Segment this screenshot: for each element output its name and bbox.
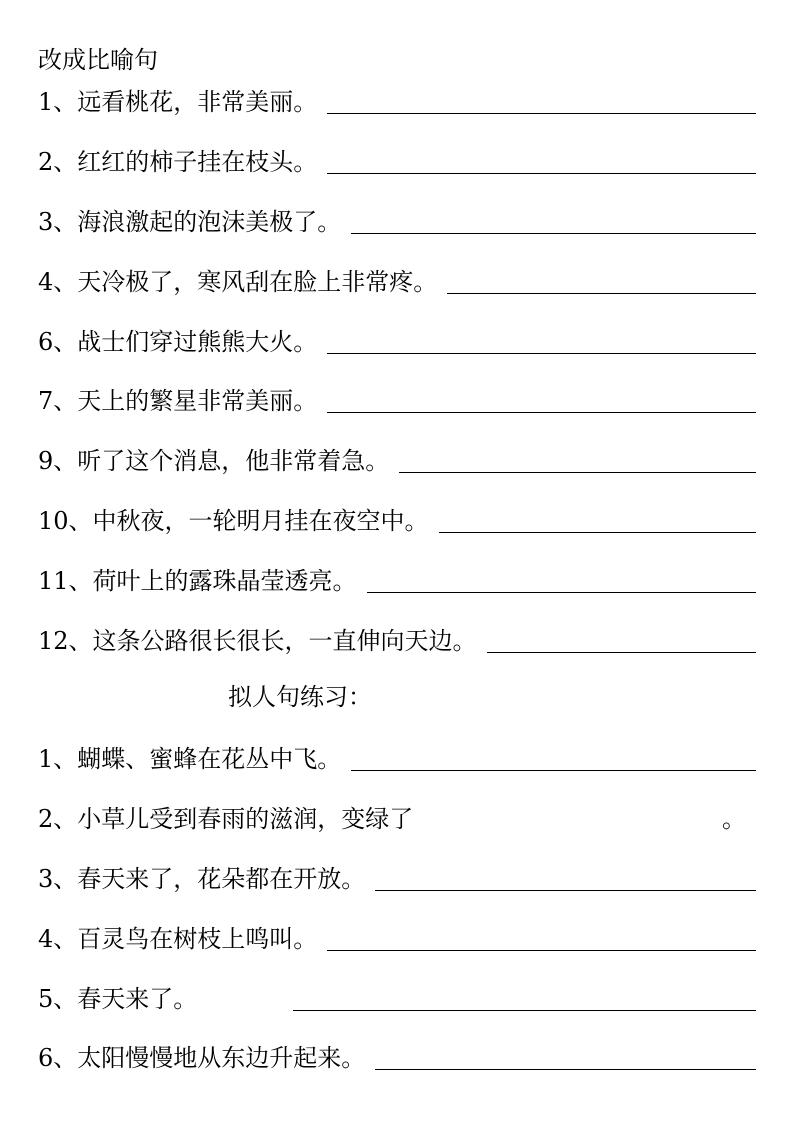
item-text: 11、荷叶上的露珠晶莹透亮。 [38, 567, 357, 595]
item-text: 3、春天来了，花朵都在开放。 [38, 865, 366, 893]
simile-item [38, 258, 756, 298]
simile-item [38, 437, 756, 477]
answer-line[interactable] [327, 950, 756, 951]
answer-line[interactable] [327, 412, 756, 413]
simile-item [38, 198, 756, 238]
personification-item [38, 1034, 756, 1074]
item-text: 2、红红的柿子挂在枝头。 [38, 148, 318, 176]
simile-item [38, 138, 756, 178]
simile-item [38, 377, 756, 417]
answer-line[interactable] [327, 353, 756, 354]
answer-line[interactable] [327, 113, 756, 114]
item-text: 10、中秋夜，一轮明月挂在夜空中。 [38, 507, 429, 535]
trailing-period: 。 [722, 805, 746, 833]
item-text: 1、蝴蝶、蜜蜂在花丛中飞。 [38, 745, 342, 773]
personification-item [38, 795, 756, 835]
answer-line[interactable] [447, 293, 756, 294]
item-text: 9、听了这个消息，他非常着急。 [38, 447, 390, 475]
item-text: 2、小草儿受到春雨的滋润，变绿了 [38, 805, 414, 833]
item-text: 1、远看桃花，非常美丽。 [38, 88, 318, 116]
simile-item [38, 557, 756, 597]
personification-item [38, 915, 756, 955]
item-text: 5、春天来了。 [38, 985, 198, 1013]
answer-line[interactable] [375, 1069, 756, 1070]
answer-line[interactable] [327, 173, 756, 174]
simile-item [38, 497, 756, 537]
item-text: 4、天冷极了，寒风刮在脸上非常疼。 [38, 268, 438, 296]
item-text: 4、百灵鸟在树枝上鸣叫。 [38, 925, 318, 953]
personification-item [38, 855, 756, 895]
simile-section-title: 改成比喻句 [38, 46, 158, 74]
simile-item [38, 318, 756, 358]
answer-line[interactable] [293, 1010, 756, 1011]
answer-line[interactable] [351, 770, 756, 771]
answer-line[interactable] [367, 592, 756, 593]
answer-line[interactable] [375, 890, 756, 891]
item-text: 7、天上的繁星非常美丽。 [38, 387, 318, 415]
simile-item [38, 78, 756, 118]
item-text: 12、这条公路很长很长，一直伸向天边。 [38, 627, 477, 655]
item-text: 3、海浪激起的泡沫美极了。 [38, 208, 342, 236]
answer-line[interactable] [487, 652, 756, 653]
personification-item [38, 975, 756, 1015]
item-text: 6、战士们穿过熊熊大火。 [38, 328, 318, 356]
personification-section-title: 拟人句练习： [228, 683, 372, 711]
answer-line[interactable] [351, 233, 756, 234]
answer-line[interactable] [399, 472, 756, 473]
simile-item [38, 617, 756, 657]
answer-line[interactable] [439, 532, 756, 533]
item-text: 6、太阳慢慢地从东边升起来。 [38, 1044, 366, 1072]
personification-item [38, 735, 756, 775]
